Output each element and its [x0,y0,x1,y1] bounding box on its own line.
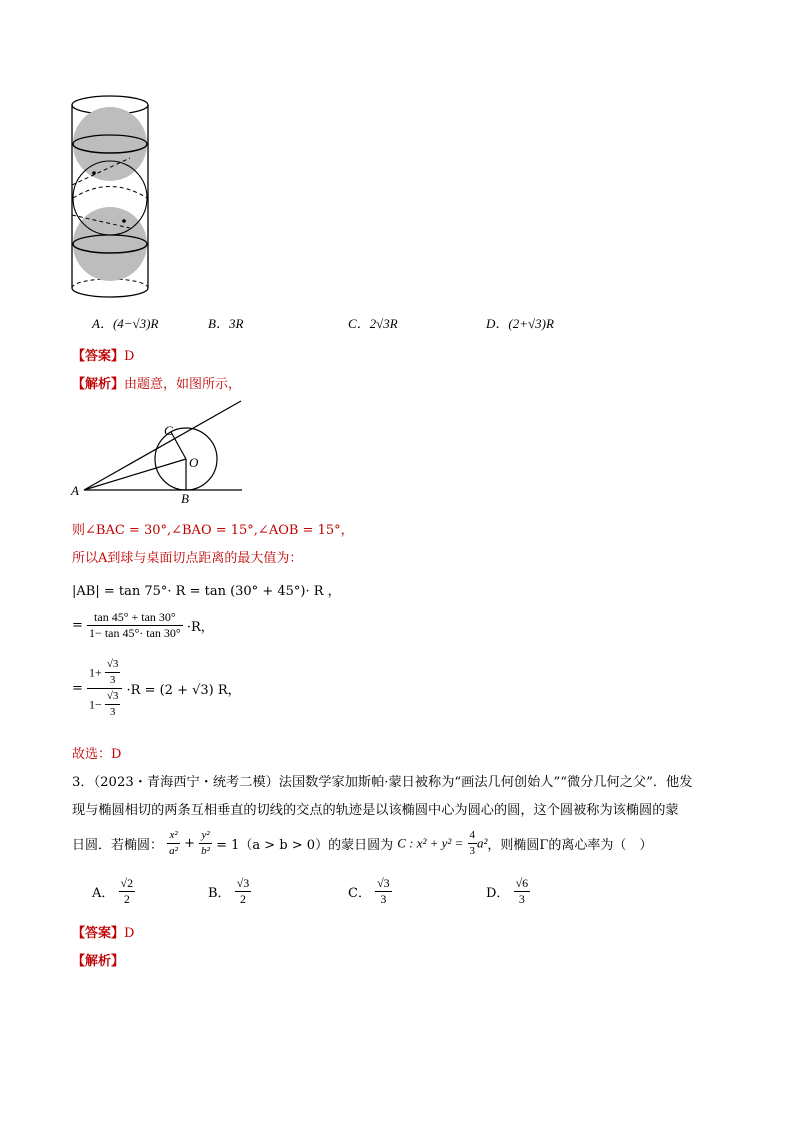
label-a: A [71,483,79,498]
q3-line1: 3．（2023・青海西宁・统考二模）法国数学家加斯帕·蒙日被称为“画法几何创始人”“微分几何之父”．他发 [72,775,693,790]
eq3-frac [87,657,122,720]
q3-option-a: A． $\frac{√2}{2}$ [92,876,134,906]
eq3-den: 1− $\frac{√3}{3}$ [89,690,119,718]
cylinder-figure [60,90,160,300]
eq2-den: 1− tan 45°· tan 30° [89,626,181,640]
eq2-frac [87,610,183,641]
q3-line2: 现与椭圆相切的两条互相垂直的切线的交点的轨迹是以该椭圆中心为圆心的圆，这个圆被称为该椭圆的蒙 [72,803,679,818]
option-d: D．(2+√3)R [486,316,554,331]
ellipse-y-frac: $\frac{\text{y²}}{\text{b²}}$ [201,829,210,857]
q2-analysis-intro [72,373,241,392]
q3-option-b: B． $\frac{√3}{2}$ [208,876,250,906]
q2-eq2: = $\frac{\tan 45^\circ + \tan 30^\circ}{1- \tan 45^\circ\cdot \tan 30^\circ}$ ·R， [72,610,214,640]
q2-angles: 则∠BAC = 30°,∠BAO = 15°,∠AOB = 15°， [72,523,354,538]
analysis-intro-text: 由题意，如图所示， [124,377,242,392]
label-c: C [164,423,173,438]
q2-answer [72,345,134,364]
answer-value: D [124,349,135,364]
q2-choice: 故选：D [72,747,122,762]
line3-end: ，则椭圆Γ的离心率为（ ） [487,838,653,853]
eq2-tail: ·R， [186,620,214,635]
label-o: O [189,455,199,470]
q3-answer: 【答案】D [72,926,135,941]
tangent-diagram [68,395,248,505]
eq3-num: 1+ $\frac{√3}{3}$ [87,657,122,689]
eq3-tail: ·R = (2 + √3) R， [126,683,241,698]
q2-eq3: = 1+ $\frac{√3}{3}$ 1− $\frac{√3}{3}$ ·R = (2 + √3) R， [72,658,241,718]
answer-tag: 【答案】 [72,349,125,364]
circle-frac: $\frac{4}{3}$ [469,829,475,857]
option-c: C．2√3R [348,316,398,331]
label-b: B [181,491,189,505]
circle-eq: C : x² + y² = [397,835,464,851]
q2-conclusion: 所以A到球与桌面切点距离的最大值为： [72,551,303,566]
eq2-num: tan 45° + tan 30° [87,610,183,626]
ellipse-x-frac: $\frac{\text{x²}}{\text{a²}}$ [169,829,178,857]
q3-line3: 日圆．若椭圆： $\frac{\text{x²}}{\text{a²}}$ + $\frac{\text{y²}}{\text{b²}}$ = 1（a > b > 0）的蒙日圆为 C : x² + y² = $\frac{4}{3}$ a²，则椭圆Γ的离心率为（ ） [72,829,653,857]
q2-eq1: |AB| = tan 75°· R = tan (30° + 45°)· R ， [72,584,341,599]
ellipse-tail: = 1（a > b > 0）的蒙日圆为 [216,838,394,853]
q3-option-d: D． $\frac{√6}{3}$ [486,876,529,906]
q3-option-c: C． $\frac{√3}{3}$ [348,876,390,906]
analysis-tag: 【解析】 [72,377,125,392]
option-b: B．3R [208,316,244,331]
option-a: A．(4−√3)R [92,316,159,331]
q3-analysis: 【解析】 [72,954,125,969]
